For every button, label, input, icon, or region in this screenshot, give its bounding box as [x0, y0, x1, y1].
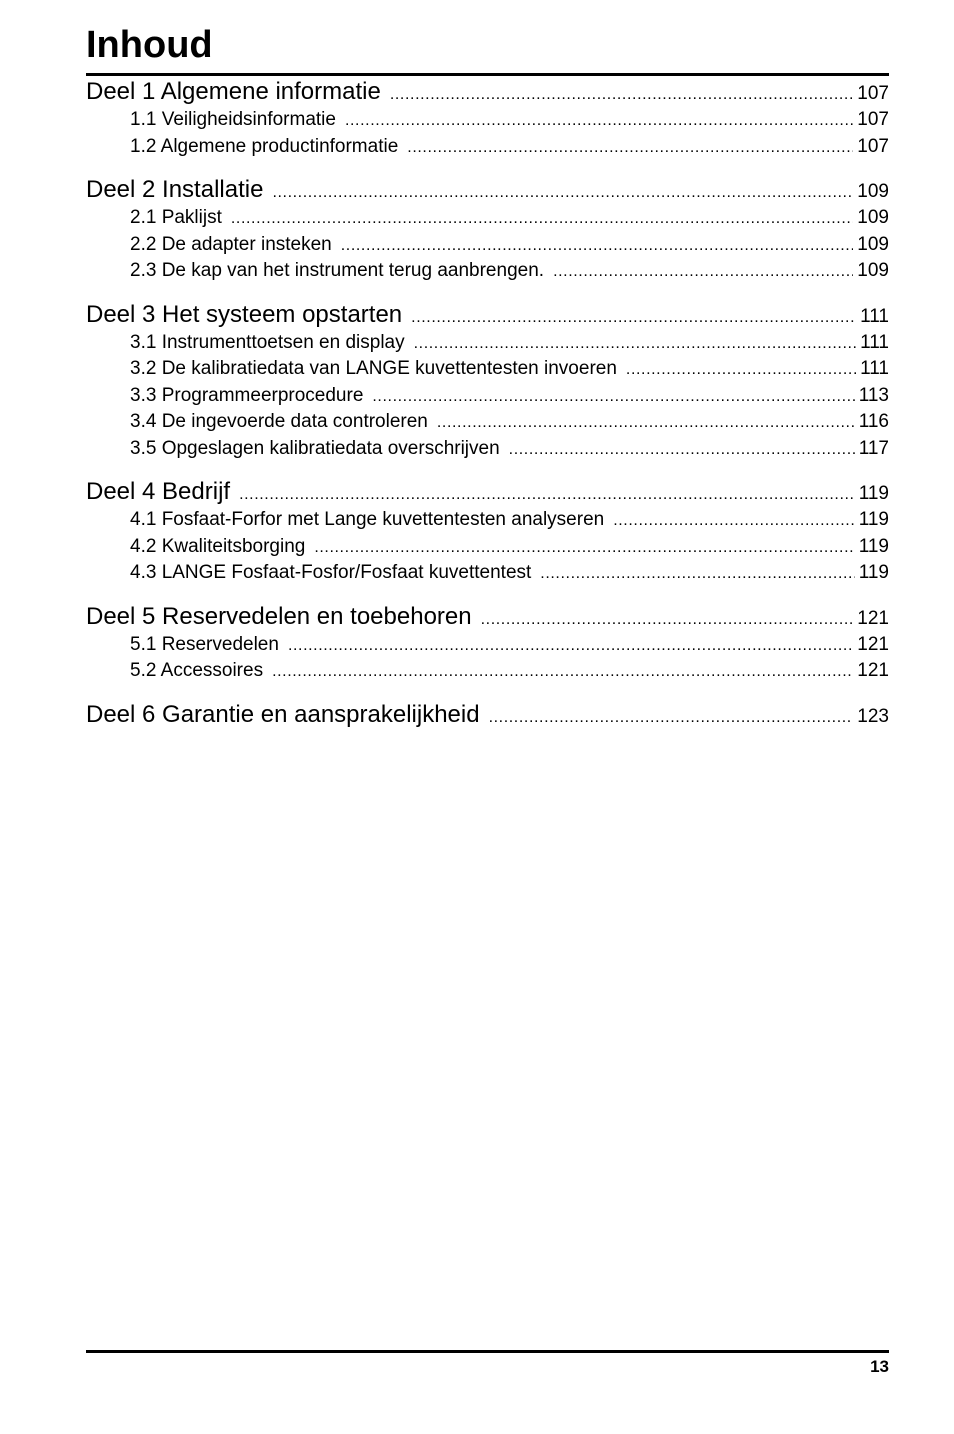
toc-entry-title: Deel 2 Installatie	[86, 176, 264, 203]
toc-entry-title: 2.3 De kap van het instrument terug aanbrengen.	[130, 260, 545, 281]
toc-entry-page: 116	[858, 411, 889, 432]
toc-entry-page: 111	[860, 358, 889, 379]
toc-entry-title: 3.1 Instrumenttoetsen en display	[130, 331, 405, 353]
toc-chapter-entry[interactable]	[86, 76, 889, 107]
toc-entry-title: 1.2 Algemene productinformatie	[130, 135, 399, 157]
toc-section-entry[interactable]	[86, 632, 889, 659]
toc-section-entry[interactable]	[86, 658, 889, 685]
toc-chapter-entry[interactable]	[86, 174, 889, 205]
toc-entry-title: 5.1 Reservedelen	[130, 633, 279, 655]
toc-entry-page: 119	[858, 483, 889, 504]
footer-divider	[86, 1350, 889, 1353]
dot-leader	[345, 108, 853, 135]
dot-leader	[509, 437, 855, 464]
toc-entry-page: 119	[858, 562, 889, 583]
table-of-contents	[86, 76, 889, 730]
dot-leader	[272, 659, 853, 686]
dot-leader	[414, 331, 857, 358]
toc-section-entry[interactable]	[86, 205, 889, 232]
toc-section-entry[interactable]	[86, 107, 889, 134]
toc-chapter-entry[interactable]	[86, 601, 889, 632]
toc-entry-title: Deel 1 Algemene informatie	[86, 78, 381, 105]
toc-entry-page: 109	[857, 207, 889, 228]
dot-leader	[613, 508, 854, 535]
toc-entry-page: 121	[857, 633, 889, 655]
dot-leader	[390, 79, 853, 110]
toc-entry-page: 111	[860, 331, 889, 353]
toc-section-entry[interactable]	[86, 330, 889, 357]
dot-leader	[272, 177, 853, 208]
toc-section-entry[interactable]	[86, 232, 889, 259]
toc-entry-page: 121	[857, 607, 889, 629]
toc-entry-page: 109	[857, 260, 889, 281]
toc-chapter	[86, 76, 889, 160]
toc-section-entry[interactable]	[86, 560, 889, 587]
dot-leader	[540, 561, 854, 588]
toc-chapter	[86, 699, 889, 730]
dot-leader	[481, 604, 854, 635]
toc-entry-title: Deel 4 Bedrijf	[86, 478, 231, 505]
toc-chapter-entry[interactable]	[86, 476, 889, 507]
toc-entry-title: 3.3 Programmeerprocedure	[130, 384, 364, 406]
toc-entry-page: 107	[857, 135, 889, 157]
dot-leader	[288, 633, 853, 660]
toc-chapter	[86, 174, 889, 285]
dot-leader	[553, 259, 853, 286]
toc-section-entry[interactable]	[86, 534, 889, 561]
toc-entry-page: 119	[858, 535, 889, 557]
toc-entry-page: 113	[858, 384, 889, 406]
dot-leader	[489, 702, 854, 733]
toc-entry-page: 107	[857, 83, 889, 104]
dot-leader	[314, 535, 854, 562]
toc-entry-page: 117	[858, 437, 889, 459]
toc-section-entry[interactable]	[86, 134, 889, 161]
toc-section-entry[interactable]	[86, 356, 889, 383]
dot-leader	[372, 384, 854, 411]
dot-leader	[239, 479, 855, 510]
toc-section-entry[interactable]	[86, 409, 889, 436]
dot-leader	[437, 410, 855, 437]
toc-entry-title: Deel 6 Garantie en aansprakelijkheid	[86, 700, 480, 728]
dot-leader	[626, 357, 856, 384]
toc-entry-title: 3.5 Opgeslagen kalibratiedata overschrijven	[130, 437, 500, 459]
toc-chapter	[86, 299, 889, 463]
toc-entry-page: 121	[857, 660, 889, 681]
toc-entry-page: 109	[857, 181, 889, 202]
toc-section-entry[interactable]	[86, 436, 889, 463]
dot-leader	[407, 135, 853, 162]
toc-entry-title: 2.2 De adapter insteken	[130, 233, 332, 255]
toc-entry-page: 111	[860, 305, 889, 327]
toc-entry-title: Deel 3 Het systeem opstarten	[86, 300, 403, 328]
toc-entry-title: Deel 5 Reservedelen en toebehoren	[86, 602, 472, 630]
toc-section-entry[interactable]	[86, 258, 889, 285]
toc-entry-title: 5.2 Accessoires	[130, 660, 264, 681]
toc-chapter	[86, 476, 889, 587]
toc-chapter-entry[interactable]	[86, 699, 889, 730]
page-number: 13	[870, 1357, 889, 1376]
toc-entry-title: 4.3 LANGE Fosfaat-Fosfor/Fosfaat kuvettentest	[130, 562, 532, 583]
toc-entry-title: 1.1 Veiligheidsinformatie	[130, 109, 336, 130]
toc-entry-title: 2.1 Paklijst	[130, 207, 222, 228]
dot-leader	[411, 302, 856, 333]
toc-entry-page: 119	[858, 509, 889, 530]
toc-chapter	[86, 601, 889, 685]
toc-entry-title: 4.2 Kwaliteitsborging	[130, 535, 306, 557]
toc-entry-page: 109	[857, 233, 889, 255]
toc-section-entry[interactable]	[86, 507, 889, 534]
toc-entry-page: 123	[857, 705, 889, 727]
toc-chapter-entry[interactable]	[86, 299, 889, 330]
dot-leader	[231, 206, 853, 233]
toc-entry-page: 107	[857, 109, 889, 130]
toc-entry-title: 4.1 Fosfaat-Forfor met Lange kuvettentesten analyseren	[130, 509, 605, 530]
toc-entry-title: 3.4 De ingevoerde data controleren	[130, 411, 428, 432]
dot-leader	[341, 233, 854, 260]
toc-section-entry[interactable]	[86, 383, 889, 410]
page-title: Inhoud	[86, 24, 213, 66]
toc-entry-title: 3.2 De kalibratiedata van LANGE kuvettentesten invoeren	[130, 358, 617, 379]
